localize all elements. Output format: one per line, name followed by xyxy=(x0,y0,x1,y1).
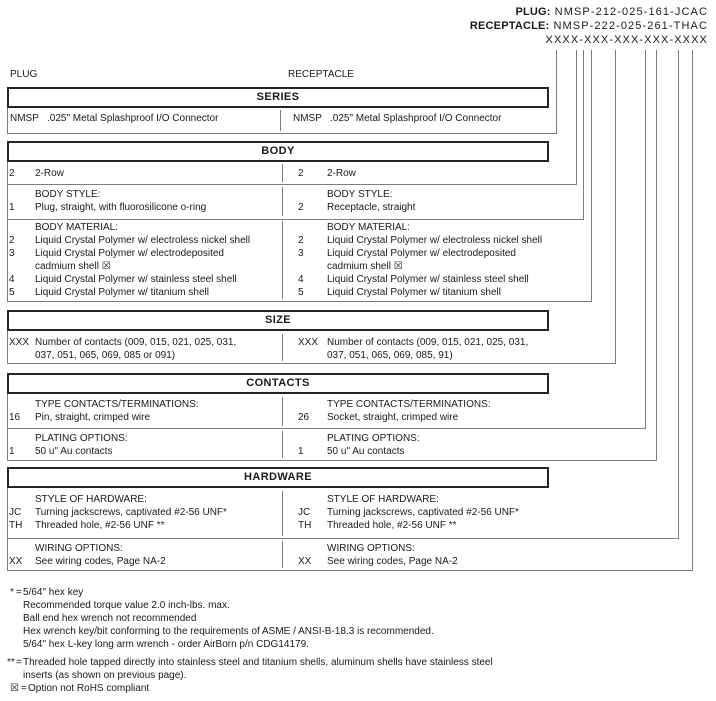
body-style-receptacle-code: 2 xyxy=(298,202,304,213)
body-row-column-divider xyxy=(282,164,283,182)
size-plug-code: XXX xyxy=(9,337,30,348)
series-receptacle-code: NMSP xyxy=(293,113,322,124)
body-material-item-code: 4 xyxy=(298,274,304,285)
contacts-type-heading-receptacle: TYPE CONTACTS/TERMINATIONS: xyxy=(327,399,491,410)
connector-line-plating xyxy=(656,50,657,461)
wiring-bottom-rule xyxy=(7,570,693,571)
body-style-plug-desc: Plug, straight, with fluorosilicone o-ring xyxy=(35,202,207,213)
series-box-left-border xyxy=(7,108,8,133)
plating-plug-code: 1 xyxy=(9,446,15,457)
column-label-plug: PLUG xyxy=(10,69,38,80)
part-number-pattern-line xyxy=(542,34,708,47)
hardware-style-item-code: TH xyxy=(298,520,312,531)
body-material-item-code: 5 xyxy=(9,287,15,298)
hardware-style-plug-cell xyxy=(9,493,281,532)
double-star-text: Threaded hole tapped directly into stainless steel and titanium shells, aluminum shells have stainless steel xyxy=(23,657,493,668)
body-row-receptacle-desc: 2-Row xyxy=(327,168,356,179)
footnote-star-line3: Ball end hex wrench not recommended xyxy=(23,613,197,624)
footnote-star-line4: Hex wrench key/bit conforming to the requirements of ASME / ANSI-B-18.3 is recommended. xyxy=(23,626,434,637)
receptacle-part-number-value: NMSP-222-025-261-THAC xyxy=(553,20,708,32)
body-style-heading-receptacle: BODY STYLE: xyxy=(327,189,393,200)
connector-line-wiring xyxy=(692,50,693,571)
receptacle-part-number-label: RECEPTACLE: xyxy=(469,20,550,32)
body-material-item-code: 2 xyxy=(9,235,15,246)
hardware-box-left-border xyxy=(7,488,8,570)
body-material-item-desc: Liquid Crystal Polymer w/ stainless steel shell xyxy=(327,274,529,285)
hardware-style-item-desc: Turning jackscrews, captivated #2-56 UNF* xyxy=(35,507,227,518)
hardware-style-column-divider xyxy=(282,491,283,536)
plating-receptacle-cell xyxy=(298,432,550,458)
connector-line-size xyxy=(615,50,616,364)
size-plug-desc xyxy=(35,336,281,362)
body-row-receptacle-cell xyxy=(298,167,550,180)
body-material-item-line1: Liquid Crystal Polymer w/ electrodeposited xyxy=(327,248,516,259)
section-header-size: SIZE xyxy=(7,310,549,331)
contacts-type-heading-plug: TYPE CONTACTS/TERMINATIONS: xyxy=(35,399,199,410)
series-receptacle-desc: .025" Metal Splashproof I/O Connector xyxy=(330,113,502,124)
hardware-style-item-code: JC xyxy=(298,507,311,518)
footnote-rohs-line xyxy=(10,682,710,695)
body-material-item-code: 3 xyxy=(298,248,304,259)
body-material-item-code: 4 xyxy=(9,274,15,285)
body-row-plug-code: 2 xyxy=(9,168,15,179)
size-receptacle-code: XXX xyxy=(298,337,319,348)
size-plug-line1: Number of contacts (009, 015, 021, 025, 031, xyxy=(35,337,237,348)
body-material-bottom-rule xyxy=(7,301,592,302)
plating-heading-receptacle: PLATING OPTIONS: xyxy=(327,433,420,444)
wiring-receptacle-code: XX xyxy=(298,556,312,567)
body-row-receptacle-code: 2 xyxy=(298,168,304,179)
wiring-receptacle-desc: See wiring codes, Page NA-2 xyxy=(327,556,458,567)
body-material-heading-plug: BODY MATERIAL: xyxy=(35,222,118,233)
wiring-plug-desc: See wiring codes, Page NA-2 xyxy=(35,556,166,567)
plug-part-number-line xyxy=(515,6,708,19)
section-header-body: BODY xyxy=(7,141,549,162)
footnote-star-line1 xyxy=(10,586,710,599)
body-material-item-desc: Liquid Crystal Polymer w/ titanium shell xyxy=(327,287,501,298)
body-material-item-desc: Liquid Crystal Polymer w/ stainless steel shell xyxy=(35,274,237,285)
size-receptacle-desc xyxy=(327,336,550,362)
body-style-receptacle-desc: Receptacle, straight xyxy=(327,202,416,213)
series-plug-code: NMSP xyxy=(10,113,39,124)
part-number-pattern: XXXX-XXX-XXX-XXX-XXXX xyxy=(545,34,708,46)
body-material-item-code: 3 xyxy=(9,248,15,259)
size-receptacle-line2: 037, 051, 065, 069, 085, 91) xyxy=(327,350,453,361)
body-material-receptacle-cell xyxy=(298,221,550,299)
body-material-item-line2: cadmium shell ☒ xyxy=(327,261,403,272)
section-header-contacts: CONTACTS xyxy=(7,373,549,394)
size-receptacle-cell xyxy=(298,336,550,362)
body-row-plug-desc: 2-Row xyxy=(35,168,64,179)
hardware-style-item-desc: Turning jackscrews, captivated #2-56 UNF* xyxy=(327,507,519,518)
wiring-column-divider xyxy=(282,541,283,568)
connector-line-series xyxy=(556,50,557,134)
hardware-style-item-desc: Threaded hole, #2-56 UNF ** xyxy=(327,520,457,531)
hardware-style-item-desc: Threaded hole, #2-56 UNF ** xyxy=(35,520,165,531)
not-rohs-icon: ☒ xyxy=(10,683,19,694)
connector-line-body-row xyxy=(576,50,577,185)
connector-line-hardware-style xyxy=(678,50,679,539)
body-material-column-divider xyxy=(282,221,283,299)
size-plug-cell xyxy=(9,336,281,362)
footnote-double-star xyxy=(7,656,710,682)
wiring-receptacle-cell xyxy=(298,542,550,568)
size-row-bottom-rule xyxy=(7,363,616,364)
body-style-plug-cell xyxy=(9,188,281,214)
body-material-item-code: 5 xyxy=(298,287,304,298)
body-style-bottom-rule xyxy=(7,219,584,220)
connector-line-body-style xyxy=(583,50,584,220)
star-equals: = xyxy=(16,587,22,598)
footnote-star xyxy=(10,586,710,651)
body-style-plug-code: 1 xyxy=(9,202,15,213)
footnote-double-star-line2: inserts (as shown on previous page). xyxy=(23,670,187,681)
size-column-divider xyxy=(282,334,283,361)
body-material-item-desc: Liquid Crystal Polymer w/ electroless nickel shell xyxy=(327,235,543,246)
section-header-series: SERIES xyxy=(7,87,549,108)
hardware-style-heading-receptacle: STYLE OF HARDWARE: xyxy=(327,494,439,505)
double-star-equals: = xyxy=(16,657,22,668)
rohs-text: Option not RoHS compliant xyxy=(28,683,150,694)
footnote-star-line2: Recommended torque value 2.0 inch-lbs. max. xyxy=(23,600,230,611)
body-style-receptacle-cell xyxy=(298,188,550,214)
wiring-plug-cell xyxy=(9,542,281,568)
body-row-bottom-rule xyxy=(7,184,577,185)
body-material-item-desc xyxy=(35,247,281,273)
plug-part-number-label: PLUG: xyxy=(515,6,551,18)
series-plug-cell xyxy=(10,112,282,125)
plug-part-number-value: NMSP-212-025-161-JCAC xyxy=(554,6,708,18)
size-receptacle-line1: Number of contacts (009, 015, 021, 025, 031, xyxy=(327,337,529,348)
body-material-item-line2: cadmium shell ☒ xyxy=(35,261,111,272)
plating-heading-plug: PLATING OPTIONS: xyxy=(35,433,128,444)
contacts-type-column-divider xyxy=(282,397,283,426)
body-material-heading-receptacle: BODY MATERIAL: xyxy=(327,222,410,233)
contacts-type-plug-cell xyxy=(9,398,281,424)
wiring-heading-receptacle: WIRING OPTIONS: xyxy=(327,543,415,554)
star-text: 5/64" hex key xyxy=(23,587,84,598)
body-box-left-border xyxy=(7,162,8,301)
contacts-type-plug-desc: Pin, straight, crimped wire xyxy=(35,412,151,423)
receptacle-part-number-line xyxy=(470,20,708,33)
series-receptacle-cell xyxy=(293,112,545,125)
plating-plug-desc: 50 u" Au contacts xyxy=(35,446,113,457)
contacts-type-receptacle-code: 26 xyxy=(298,412,310,423)
footnote-star-line5: 5/64" hex L-key long arm wrench - order AirBorn p/n CDG14179. xyxy=(23,639,309,650)
plating-column-divider xyxy=(282,431,283,458)
contacts-type-receptacle-desc: Socket, straight, crimped wire xyxy=(327,412,459,423)
hardware-style-item-code: JC xyxy=(9,507,22,518)
plating-receptacle-code: 1 xyxy=(298,446,304,457)
size-plug-line2: 037, 051, 065, 069, 085 or 091) xyxy=(35,350,176,361)
body-material-item-code: 2 xyxy=(298,235,304,246)
body-material-item-desc: Liquid Crystal Polymer w/ titanium shell xyxy=(35,287,209,298)
contacts-type-bottom-rule xyxy=(7,428,646,429)
section-header-hardware: HARDWARE xyxy=(7,467,549,488)
connector-line-body-material xyxy=(591,50,592,302)
double-star-marker: ** xyxy=(7,657,15,668)
body-material-item-line1: Liquid Crystal Polymer w/ electrodeposited xyxy=(35,248,224,259)
hardware-style-receptacle-cell xyxy=(298,493,550,532)
column-label-receptacle: RECEPTACLE xyxy=(288,69,354,80)
body-style-heading-plug: BODY STYLE: xyxy=(35,189,101,200)
plating-receptacle-desc: 50 u" Au contacts xyxy=(327,446,405,457)
plating-bottom-rule xyxy=(7,460,657,461)
wiring-plug-code: XX xyxy=(9,556,23,567)
footnote-double-star-line1 xyxy=(7,656,710,669)
wiring-heading-plug: WIRING OPTIONS: xyxy=(35,543,123,554)
body-style-column-divider xyxy=(282,187,283,216)
hardware-style-bottom-rule xyxy=(7,538,679,539)
body-material-item-desc: Liquid Crystal Polymer w/ electroless nickel shell xyxy=(35,235,251,246)
contacts-type-receptacle-cell xyxy=(298,398,550,424)
star-marker: * xyxy=(10,587,14,598)
series-plug-desc: .025" Metal Splashproof I/O Connector xyxy=(47,113,219,124)
rohs-equals: = xyxy=(21,683,27,694)
body-material-plug-cell xyxy=(9,221,281,299)
plating-plug-cell xyxy=(9,432,281,458)
hardware-style-heading-plug: STYLE OF HARDWARE: xyxy=(35,494,147,505)
size-box-left-border xyxy=(7,331,8,363)
body-row-plug-cell xyxy=(9,167,281,180)
hardware-style-item-code: TH xyxy=(9,520,23,531)
contacts-box-left-border xyxy=(7,394,8,460)
contacts-type-plug-code: 16 xyxy=(9,412,21,423)
series-row-bottom-rule xyxy=(7,133,557,134)
footnote-rohs xyxy=(10,682,710,695)
connector-line-contacts-type xyxy=(645,50,646,429)
body-material-item-desc xyxy=(327,247,550,273)
